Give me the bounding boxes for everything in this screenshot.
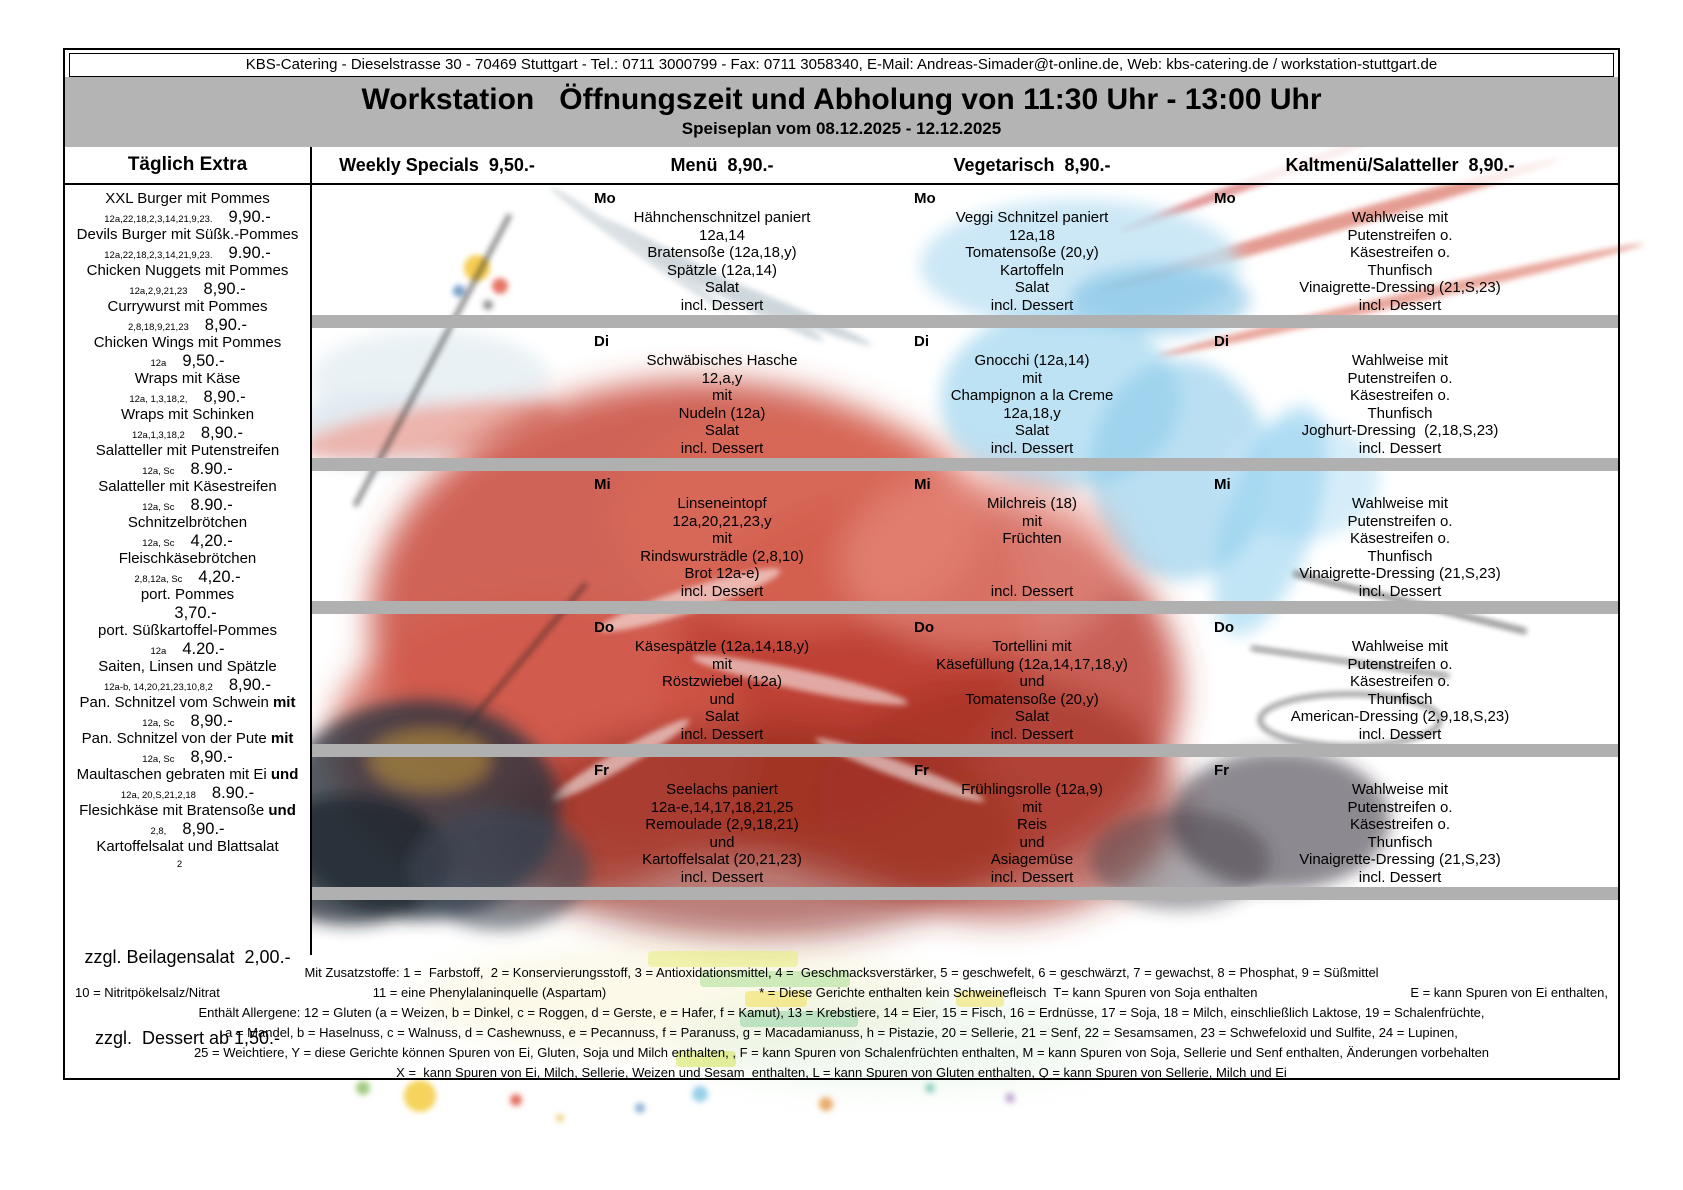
- menu-line: Thunfisch: [1367, 833, 1433, 851]
- menu-line: Putenstreifen o.: [1347, 655, 1453, 673]
- day-label: Do: [914, 619, 934, 636]
- menu-line: 12a,18,y: [1003, 404, 1061, 422]
- menu-cell: [562, 618, 882, 744]
- extra-item-codes: 12a: [150, 358, 167, 369]
- extra-item-detail: [65, 604, 310, 622]
- extra-item-name: Pan. Schnitzel von der Pute mit: [81, 730, 294, 747]
- day-row: [312, 328, 1618, 471]
- day-label: Di: [1214, 333, 1229, 350]
- footer-line-nuts: a = Mandel, b = Haselnuss, c = Walnuss, d = Cashewnuss, e = Pecannuss, f = Paranuss, g = Macadamianuss, h = Pistazie, 20 = Sellerie, 21 = Senf, 22 = Sesamsamen, 23 = Schwefeloxid und Sulfite, 24 = Lupinen,: [225, 1025, 1458, 1040]
- extra-item-bold: und: [270, 766, 299, 783]
- extra-item-bold: mit: [272, 694, 296, 711]
- extra-item-codes: 12a,1,3,18,2: [131, 430, 185, 441]
- weekly-specials-cell: [312, 761, 562, 887]
- weekly-specials-cell: [312, 475, 562, 601]
- extra-item-price: 8.90.-: [190, 496, 233, 514]
- footer-segment-schweinefleisch: * = Diese Gerichte enthalten kein Schweinefleisch T= kann Spuren von Soja enthalten: [759, 985, 1258, 1000]
- menu-line: incl. Dessert: [990, 725, 1074, 743]
- extra-item-price: 4,20.-: [190, 532, 233, 550]
- menu-cell: [562, 332, 882, 458]
- extra-item-codes: 2: [176, 859, 183, 870]
- column-header-vegetarian: Vegetarisch 8,90.-: [953, 154, 1111, 175]
- menu-line: Linseneintopf: [677, 495, 767, 512]
- extra-item-codes: 12a, Sc: [142, 466, 175, 477]
- menu-line: Vinaigrette-Dressing (21,S,23): [1299, 565, 1501, 582]
- menu-line: Wahlweise mit: [1351, 495, 1449, 512]
- extra-item-codes: 12a, 1,3,18,2,: [129, 394, 188, 405]
- menu-line: incl. Dessert: [680, 439, 764, 457]
- extra-item-price: 8,90.-: [203, 280, 246, 298]
- extra-item-price: 8,90.-: [228, 676, 272, 694]
- menu-line: und: [1019, 673, 1045, 690]
- menu-line: Salat: [1014, 422, 1050, 439]
- menu-line: Salat: [704, 279, 740, 296]
- day-label: Mi: [1214, 476, 1231, 493]
- extra-item-name: Pan. Schnitzel vom Schwein mit: [79, 694, 296, 711]
- extra-item: [65, 478, 310, 514]
- column-header-cold-menu: Kaltmenü/Salatteller 8,90.-: [1285, 154, 1515, 175]
- vegetarian-cell: [882, 189, 1182, 315]
- menu-line: Früchten: [1002, 530, 1062, 547]
- extra-item-price: 8,90.-: [200, 424, 244, 442]
- menu-line: Brot 12a-e): [684, 565, 760, 582]
- menu-line: Putenstreifen o.: [1347, 798, 1453, 816]
- footer-segment-phenylalanin: 11 = eine Phenylalaninquelle (Aspartam): [372, 985, 607, 1000]
- menu-line: Käsestreifen o.: [1349, 816, 1451, 833]
- page-title: Workstation Öffnungszeit und Abholung von 11:30 Uhr - 13:00 Uhr: [361, 83, 1322, 116]
- extra-item: [65, 586, 310, 622]
- menu-line: mit: [1022, 512, 1042, 530]
- extra-item-name: Wraps mit Käse: [134, 370, 241, 387]
- menu-line: 12a-e,14,17,18,21,25: [650, 798, 794, 816]
- extra-item: [65, 550, 310, 586]
- weekly-specials-cell: [312, 189, 562, 315]
- day-label: Mi: [914, 476, 931, 493]
- menu-line: Wahlweise mit: [1351, 352, 1449, 369]
- menu-line: Käsespätzle (12a,14,18,y): [634, 638, 810, 655]
- menu-line: 12,a,y: [701, 369, 743, 387]
- extra-item-name: Saiten, Linsen und Spätzle: [98, 658, 277, 675]
- daily-extra-footnote-salad: zzgl. Beilagensalat 2,00.-: [84, 947, 291, 967]
- vegetarian-lines: [882, 352, 1182, 457]
- extra-item: [65, 442, 310, 478]
- cold-menu-cell: [1182, 189, 1618, 315]
- menu-line: Wahlweise mit: [1351, 209, 1449, 226]
- extra-item-bold: mit: [270, 730, 294, 747]
- cold-menu-lines: [1182, 352, 1618, 457]
- extra-item-codes: 12a, Sc: [142, 718, 175, 729]
- vegetarian-cell: [882, 618, 1182, 744]
- extra-item-name: Salatteller mit Putenstreifen: [95, 442, 280, 459]
- menu-line: und: [709, 690, 735, 708]
- menu-line: 12a,20,21,23,y: [672, 512, 772, 530]
- column-header-daily-extra: Täglich Extra: [65, 147, 312, 183]
- extra-item-price: 8.90.-: [190, 460, 233, 478]
- menu-line: incl. Dessert: [680, 725, 764, 743]
- menu-line: mit: [712, 387, 732, 404]
- menu-line: und: [1019, 833, 1045, 851]
- menu-line: Reis: [1016, 816, 1047, 833]
- extra-item-codes: 12a-b, 14,20,21,23,10,8,2: [103, 682, 213, 693]
- menu-line: mit: [1022, 798, 1042, 816]
- menu-line: Vinaigrette-Dressing (21,S,23): [1299, 279, 1501, 296]
- extra-item-name: Salatteller mit Käsestreifen: [98, 478, 277, 495]
- menu-frame: [63, 48, 1620, 1080]
- menu-lines: [562, 352, 882, 457]
- extra-item-price: 8,90.-: [203, 388, 246, 406]
- extra-item: [65, 802, 310, 838]
- extra-item: [65, 730, 310, 766]
- menu-line: Remoulade (2,9,18,21): [645, 816, 799, 833]
- menu-line: incl. Dessert: [1358, 725, 1442, 743]
- extra-item: [65, 658, 310, 694]
- menu-line: incl. Dessert: [680, 868, 764, 886]
- extra-item-price: 8,90.-: [182, 820, 225, 838]
- menu-line: Tortellini mit: [992, 638, 1072, 655]
- menu-lines: [562, 638, 882, 743]
- menu-line: Spätzle (12a,14): [666, 261, 778, 279]
- menu-line: incl. Dessert: [990, 296, 1074, 314]
- extra-item-price: 3,70.-: [174, 604, 217, 622]
- extra-item: [65, 406, 310, 442]
- menu-line: Salat: [1014, 279, 1050, 296]
- extra-item: [65, 226, 310, 262]
- extra-item: [65, 694, 310, 730]
- menu-line: Putenstreifen o.: [1347, 226, 1453, 244]
- extra-item-name: Chicken Wings mit Pommes: [93, 334, 282, 351]
- day-label: Di: [594, 333, 609, 350]
- extra-item-codes: 2,8,: [150, 826, 167, 837]
- menu-cell: [562, 475, 882, 601]
- daily-extra-list: [65, 190, 310, 874]
- menu-lines: [562, 781, 882, 886]
- extra-item-codes: 12a,22,18,2,3,14,21,9,23.: [104, 250, 213, 261]
- extra-item-name: Fleischkäsebrötchen: [118, 550, 257, 567]
- extra-item: [65, 514, 310, 550]
- column-header-weekly-specials: Weekly Specials 9,50.-: [339, 154, 535, 175]
- day-label: Fr: [1214, 762, 1229, 779]
- extra-item-name: XXL Burger mit Pommes: [105, 190, 270, 207]
- menu-line: Joghurt-Dressing (2,18,S,23): [1301, 422, 1499, 439]
- menu-line: Salat: [704, 708, 740, 725]
- day-label: Mi: [594, 476, 611, 493]
- menu-line: Hähnchenschnitzel paniert: [633, 209, 811, 226]
- menu-line: Rindswursträdle (2,8,10): [640, 547, 804, 565]
- menu-line: Bratensoße (12a,18,y): [647, 244, 797, 261]
- menu-line: Käsestreifen o.: [1349, 244, 1451, 261]
- footer-line-traces: 25 = Weichtiere, Y = diese Gerichte können Spuren von Ei, Gluten, Soja und Milch enthalten, , F = kann Spuren von Schalenfrüchten enthalten, M = kann Spuren von Soja, Sellerie und Senf enthalten, Änderungen vorbehalten: [193, 1045, 1490, 1060]
- extra-item-name: Schnitzelbrötchen: [127, 514, 248, 531]
- extra-item-name: Kartoffelsalat und Blattsalat: [96, 838, 279, 855]
- menu-line: Milchreis (18): [986, 495, 1077, 512]
- extra-item-codes: 12a, 20,S,21,2,18: [120, 790, 196, 801]
- extra-item-codes: 12a,2,9,21,23: [129, 286, 188, 297]
- menu-cell: [562, 189, 882, 315]
- menu-line: Putenstreifen o.: [1347, 369, 1453, 387]
- extra-item-bold: und: [268, 802, 296, 819]
- extra-item-name: Maultaschen gebraten mit Ei und: [76, 766, 299, 783]
- menu-line: Käsefüllung (12a,14,17,18,y): [936, 655, 1128, 673]
- cold-menu-lines: [1182, 209, 1618, 314]
- vegetarian-cell: [882, 761, 1182, 887]
- cold-menu-lines: [1182, 781, 1618, 886]
- footer-segment-nitrit: 10 = Nitritpökelsalz/Nitrat: [75, 985, 220, 1000]
- menu-line: incl. Dessert: [990, 868, 1074, 886]
- menu-line: Thunfisch: [1367, 261, 1433, 279]
- menu-line: incl. Dessert: [990, 439, 1074, 457]
- extra-item-price: 8,90.-: [204, 316, 247, 334]
- menu-line: incl. Dessert: [1358, 868, 1442, 886]
- extra-item-price: 4.20.-: [182, 640, 225, 658]
- menu-lines: [562, 209, 882, 314]
- day-label: Mo: [1214, 190, 1236, 207]
- extra-item-name: Flesichkäse mit Bratensoße und: [79, 802, 296, 819]
- day-label: Do: [594, 619, 614, 636]
- cold-menu-cell: [1182, 332, 1618, 458]
- footer-segment-ei: E = kann Spuren von Ei enthalten,: [1410, 985, 1608, 1000]
- cold-menu-cell: [1182, 475, 1618, 601]
- extra-item-codes: 2,8,18,9,21,23: [128, 322, 189, 333]
- menu-line: 12a,14: [699, 226, 745, 244]
- menu-line: mit: [1022, 369, 1042, 387]
- footer-line-additives: Mit Zusatzstoffe: 1 = Farbstoff, 2 = Konservierungsstoff, 3 = Antioxidationsmittel, 4 = Geschmacksverstärker, 5 = geschwefelt, 6 = geschwärzt, 7 = gewachst, 8 = Phosphat, 9 = Süßmittel: [304, 965, 1379, 980]
- vegetarian-lines: [882, 638, 1182, 743]
- day-row: [312, 614, 1618, 757]
- extra-item-price: 9,50.-: [182, 352, 225, 370]
- extra-item-name: port. Pommes: [140, 586, 235, 603]
- menu-line: Käsestreifen o.: [1349, 530, 1451, 547]
- cold-menu-cell: [1182, 761, 1618, 887]
- vegetarian-lines: [882, 495, 1182, 600]
- extra-item-price: 4,20.-: [198, 568, 241, 586]
- extra-item: [65, 766, 310, 802]
- menu-line: Thunfisch: [1367, 404, 1433, 422]
- extra-item-price: 8.90.-: [211, 784, 255, 802]
- cold-menu-lines: [1182, 495, 1618, 600]
- day-row: [312, 757, 1618, 900]
- daily-extra-footnote-dessert: zzgl. Dessert ab 1,50.-: [94, 1028, 281, 1048]
- extra-item-price: 8,90.-: [190, 712, 233, 730]
- menu-line: Gnocchi (12a,14): [974, 352, 1090, 369]
- menu-line: Wahlweise mit: [1351, 781, 1449, 798]
- menu-line: [882, 548, 1182, 566]
- extra-item: [65, 190, 310, 226]
- extra-item-codes: 2,8,12a, Sc: [134, 574, 183, 585]
- day-row: [312, 471, 1618, 614]
- extra-item-codes: 12a: [150, 646, 167, 657]
- footer-line-traces-2: X = kann Spuren von Ei, Milch, Sellerie, Weizen und Sesam enthalten, L = kann Spuren von Gluten enthalten, Q = kann Spuren von Sellerie, Milch und Ei: [396, 1065, 1287, 1080]
- weekly-specials-cell: [312, 618, 562, 744]
- footer-line-allergens: Enthält Allergene: 12 = Gluten (a = Weizen, b = Dinkel, c = Roggen, d = Gerste, e = Hafer, f = Kamut), 13 = Krebstiere, 14 = Eier, 15 = Fisch, 16 = Erdnüsse, 17 = Soja, 18 = Milch, einschließlich Laktose, 19 = Schalenfrüchte,: [198, 1005, 1485, 1020]
- day-label: Mo: [594, 190, 616, 207]
- vegetarian-lines: [882, 781, 1182, 886]
- column-header-menu: Menü 8,90.-: [670, 154, 774, 175]
- menu-line: Thunfisch: [1367, 690, 1433, 708]
- menu-line: Frühlingsrolle (12a,9): [961, 781, 1103, 798]
- day-label: Fr: [594, 762, 609, 779]
- extra-item-name: Devils Burger mit Süßk.-Pommes: [76, 226, 299, 243]
- day-row: [312, 185, 1618, 328]
- column-headers-row: [65, 147, 1618, 185]
- title-band: [65, 77, 1618, 147]
- menu-line: incl. Dessert: [990, 582, 1074, 600]
- day-label: Di: [914, 333, 929, 350]
- extra-item: [65, 622, 310, 658]
- menu-line: Nudeln (12a): [678, 404, 766, 422]
- menu-line: incl. Dessert: [1358, 439, 1442, 457]
- extra-item-codes: 12a, Sc: [142, 754, 175, 765]
- extra-item-price: 9.90.-: [228, 244, 271, 262]
- contact-info-bar: KBS-Catering - Dieselstrasse 30 - 70469 Stuttgart - Tel.: 0711 3000799 - Fax: 0711 3058340, E-Mail: Andreas-Simader@t-online.de, Web: kbs-catering.de / workstation-stuttgart.de: [69, 53, 1614, 77]
- menu-line: Tomatensoße (20,y): [965, 244, 1099, 261]
- day-label: Do: [1214, 619, 1234, 636]
- extra-item-name: port. Süßkartoffel-Pommes: [98, 622, 277, 639]
- menu-line: Tomatensoße (20,y): [965, 690, 1099, 708]
- menu-line: [882, 565, 1182, 583]
- menu-line: Käsestreifen o.: [1349, 387, 1451, 404]
- vegetarian-lines: [882, 209, 1182, 314]
- extra-item-detail: [65, 856, 310, 874]
- menu-line: mit: [712, 655, 732, 673]
- menu-line: Asiagemüse: [990, 851, 1074, 868]
- day-rows: [312, 185, 1618, 955]
- vegetarian-cell: [882, 332, 1182, 458]
- extra-item-codes: 12a, Sc: [142, 538, 175, 549]
- menu-lines: [562, 495, 882, 600]
- menu-line: Röstzwiebel (12a): [661, 673, 783, 690]
- menu-line: Putenstreifen o.: [1347, 512, 1453, 530]
- vegetarian-cell: [882, 475, 1182, 601]
- menu-line: mit: [712, 530, 732, 547]
- menu-line: Kartoffelsalat (20,21,23): [642, 851, 802, 868]
- menu-line: Veggi Schnitzel paniert: [955, 209, 1109, 226]
- menu-line: Salat: [1014, 708, 1050, 725]
- extra-item: [65, 370, 310, 406]
- extra-item: [65, 334, 310, 370]
- menu-line: incl. Dessert: [680, 582, 764, 600]
- menu-line: und: [709, 833, 735, 851]
- cold-menu-cell: [1182, 618, 1618, 744]
- menu-line: Seelachs paniert: [666, 781, 778, 798]
- weekly-specials-cell: [312, 332, 562, 458]
- extra-item-price: 9,90.-: [228, 208, 271, 226]
- day-label: Mo: [914, 190, 936, 207]
- menu-line: 12a,18: [1009, 226, 1055, 244]
- menu-line: American-Dressing (2,9,18,S,23): [1290, 708, 1510, 725]
- extra-item-name: Wraps mit Schinken: [120, 406, 255, 423]
- menu-line: Champignon a la Creme: [950, 387, 1114, 404]
- menu-line: Käsestreifen o.: [1349, 673, 1451, 690]
- menu-line: Thunfisch: [1367, 547, 1433, 565]
- menu-line: Vinaigrette-Dressing (21,S,23): [1299, 851, 1501, 868]
- extra-item-price: 8,90.-: [190, 748, 233, 766]
- menu-line: Wahlweise mit: [1351, 638, 1449, 655]
- menu-line: incl. Dessert: [1358, 582, 1442, 600]
- extra-item: [65, 838, 310, 874]
- extra-item: [65, 262, 310, 298]
- extra-item-codes: 12a, Sc: [142, 502, 175, 513]
- cold-menu-lines: [1182, 638, 1618, 743]
- menu-line: incl. Dessert: [1358, 296, 1442, 314]
- extra-item-name: Chicken Nuggets mit Pommes: [86, 262, 289, 279]
- menu-line: incl. Dessert: [680, 296, 764, 314]
- page-subtitle: Speiseplan vom 08.12.2025 - 12.12.2025: [681, 119, 1002, 138]
- extra-item: [65, 298, 310, 334]
- day-label: Fr: [914, 762, 929, 779]
- extra-item-name: Currywurst mit Pommes: [107, 298, 268, 315]
- menu-line: Salat: [704, 422, 740, 439]
- menu-cell: [562, 761, 882, 887]
- menu-line: Kartoffeln: [1000, 261, 1064, 279]
- extra-item-codes: 12a,22,18,2,3,14,21,9,23.: [104, 214, 213, 225]
- menu-line: Schwäbisches Hasche: [646, 352, 798, 369]
